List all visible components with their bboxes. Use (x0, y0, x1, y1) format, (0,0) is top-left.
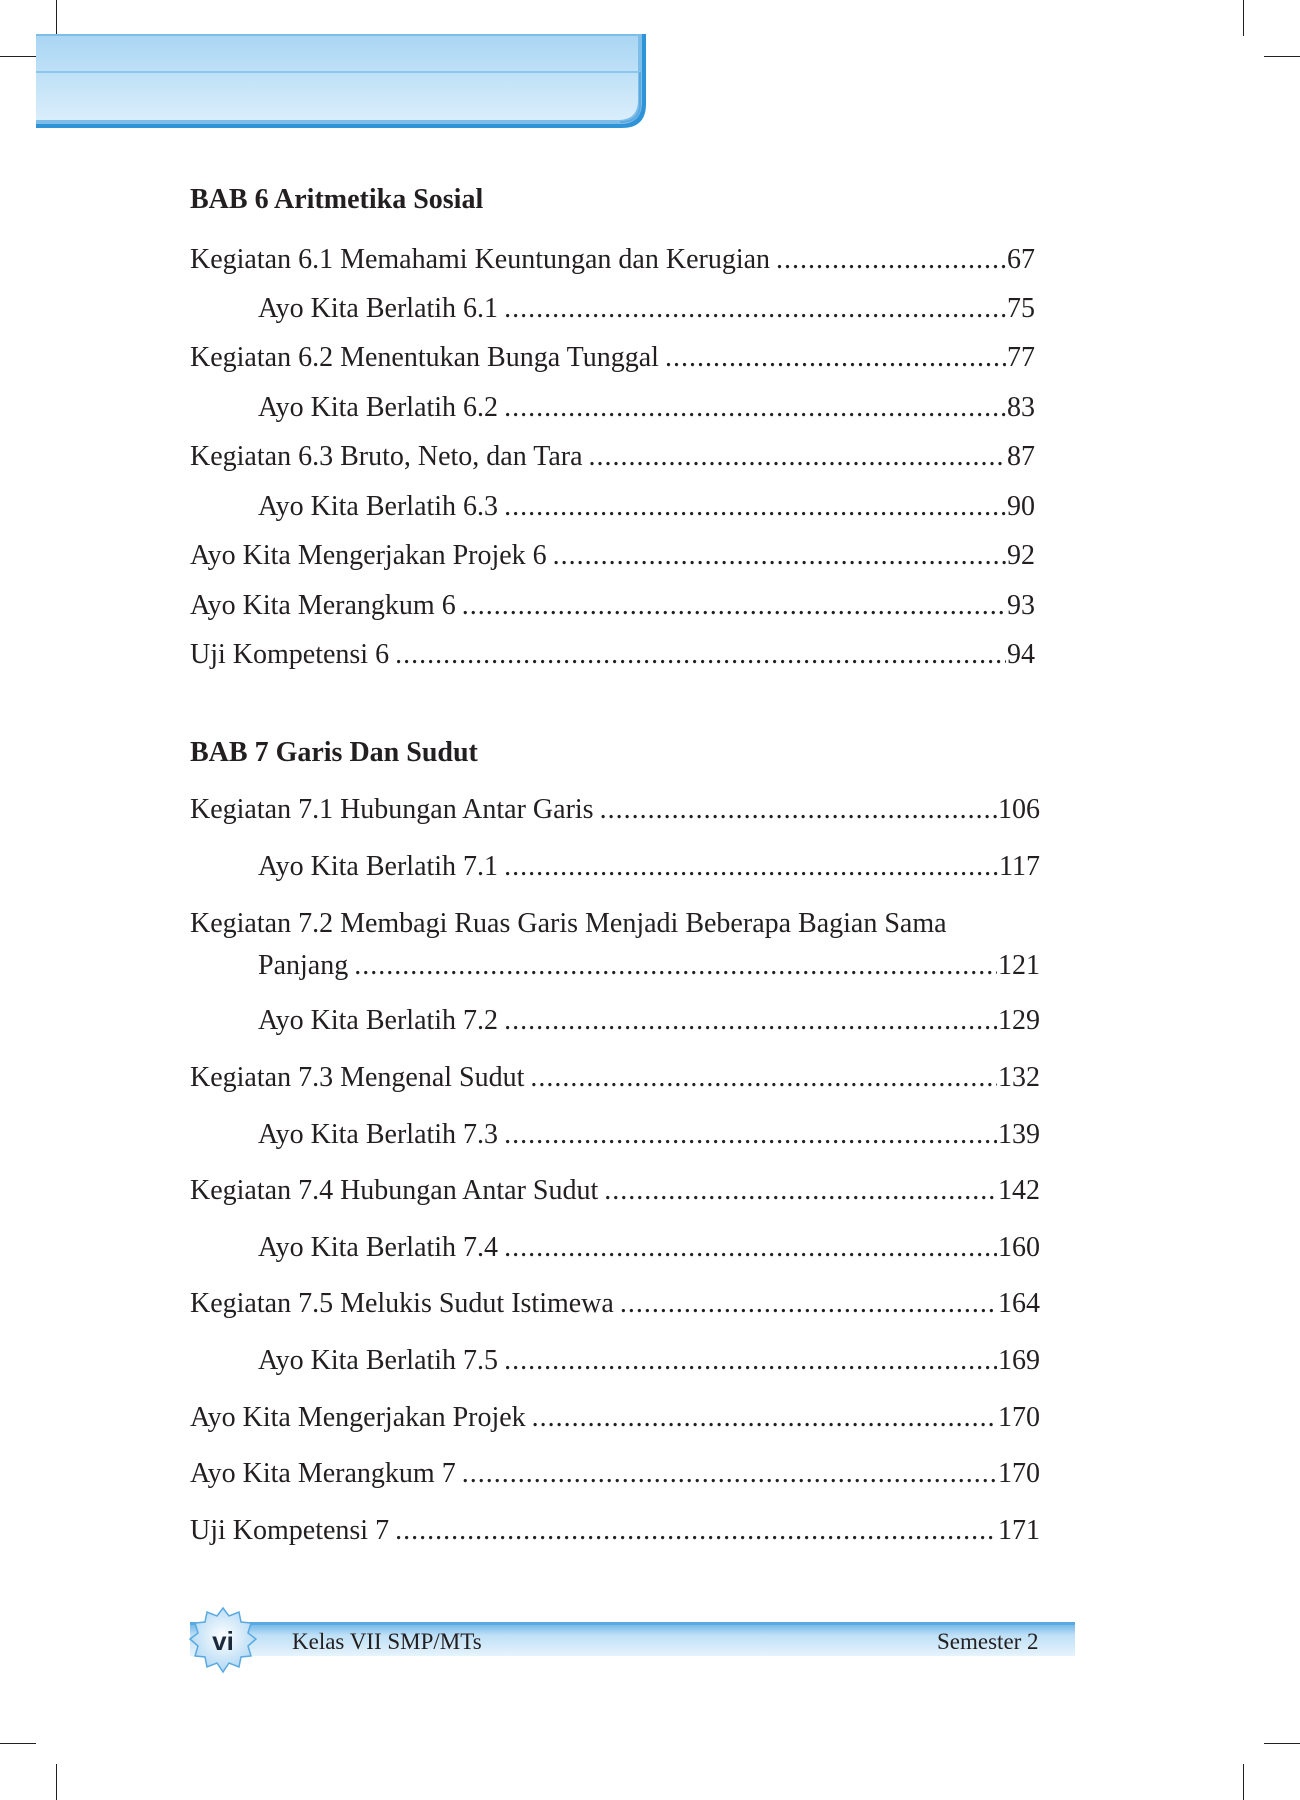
dot-leader (604, 1173, 997, 1209)
dot-leader (553, 538, 1006, 574)
crop-mark (1264, 56, 1300, 57)
crop-mark (56, 1764, 57, 1800)
toc-entry-page: 77 (1007, 342, 1035, 373)
toc-entry[interactable] (190, 1286, 1040, 1322)
dot-leader (504, 390, 1006, 426)
toc-entry-page: 83 (1007, 392, 1035, 423)
toc-entry-page: 92 (1007, 540, 1035, 571)
toc-entry[interactable] (258, 489, 1035, 525)
crop-mark (0, 1743, 36, 1744)
toc-entry[interactable] (258, 291, 1035, 327)
header-band (0, 0, 660, 135)
toc-entry-label: Ayo Kita Berlatih 7.5 (258, 1345, 499, 1376)
toc-entry[interactable] (258, 849, 1040, 885)
toc-entry-page: 129 (998, 1005, 1040, 1036)
toc-entry-label-continued: Panjang (258, 950, 349, 981)
dot-leader (462, 1456, 997, 1492)
toc-entry[interactable] (190, 1456, 1040, 1492)
footer-semester-label: Semester 2 (937, 1629, 1039, 1654)
toc-entry-label: Ayo Kita Merangkum 6 (190, 590, 456, 621)
dot-leader (504, 1117, 997, 1153)
toc-entry[interactable] (190, 637, 1035, 673)
dot-leader (504, 291, 1006, 327)
toc-entry-page: 121 (998, 950, 1040, 981)
toc-entry[interactable] (190, 588, 1035, 624)
dot-leader (504, 1230, 997, 1266)
toc-entry-label: Ayo Kita Berlatih 6.1 (258, 293, 499, 324)
dot-leader (504, 489, 1006, 525)
toc-entry[interactable] (190, 1173, 1040, 1209)
toc-entry[interactable] (190, 439, 1035, 475)
toc-entry-label: Kegiatan 6.3 Bruto, Neto, dan Tara (190, 441, 583, 472)
dot-leader (504, 1003, 997, 1039)
dot-leader (532, 1400, 997, 1436)
toc-entry[interactable] (190, 242, 1035, 278)
toc-entry[interactable] (258, 1117, 1040, 1153)
dot-leader (620, 1286, 997, 1322)
dot-leader (462, 588, 1006, 624)
dot-leader (530, 1060, 997, 1096)
toc-entry-label: Ayo Kita Mengerjakan Projek 6 (190, 540, 547, 571)
crop-mark (1264, 1743, 1300, 1744)
toc-entry-label: Kegiatan 7.1 Hubungan Antar Garis (190, 794, 594, 825)
dot-leader (665, 340, 1006, 376)
toc-entry-label: Ayo Kita Berlatih 7.1 (258, 851, 499, 882)
toc-entry-label: Ayo Kita Mengerjakan Projek (190, 1402, 526, 1433)
toc-entry[interactable] (190, 340, 1035, 376)
toc-entry-page: 106 (998, 794, 1040, 825)
toc-entry-page: 87 (1007, 441, 1035, 472)
toc-entry-label: Ayo Kita Berlatih 6.3 (258, 491, 499, 522)
toc-entry-label: Ayo Kita Berlatih 7.3 (258, 1119, 499, 1150)
dot-leader (504, 849, 998, 885)
chapter-title-bab-7: BAB 7 Garis Dan Sudut (190, 737, 478, 768)
toc-entry-page: 94 (1007, 639, 1035, 670)
toc-entry[interactable] (190, 538, 1035, 574)
dot-leader (776, 242, 1006, 278)
toc-entry-page: 132 (998, 1062, 1040, 1093)
crop-mark (1243, 1764, 1244, 1800)
page-number: vi (212, 1626, 234, 1656)
toc-entry-label: Ayo Kita Berlatih 6.2 (258, 392, 499, 423)
toc-entry-page: 164 (998, 1288, 1040, 1319)
dot-leader (504, 1343, 997, 1379)
toc-entry-label: Kegiatan 6.2 Menentukan Bunga Tunggal (190, 342, 659, 373)
toc-entry-page: 160 (998, 1232, 1040, 1263)
toc-entry[interactable] (190, 792, 1040, 828)
toc-entry[interactable] (190, 1400, 1040, 1436)
toc-entry-label[interactable]: Kegiatan 7.2 Membagi Ruas Garis Menjadi Beberapa Bagian Sama (190, 908, 947, 939)
dot-leader (395, 1513, 997, 1549)
toc-entry-label: Uji Kompetensi 6 (190, 639, 390, 670)
toc-entry-label: Ayo Kita Berlatih 7.4 (258, 1232, 499, 1263)
toc-entry-label: Kegiatan 7.4 Hubungan Antar Sudut (190, 1175, 599, 1206)
toc-entry-page: 171 (998, 1515, 1040, 1546)
toc-entry[interactable] (190, 1060, 1040, 1096)
toc-entry-page: 67 (1007, 244, 1035, 275)
toc-entry-label: Kegiatan 6.1 Memahami Keuntungan dan Kerugian (190, 244, 771, 275)
toc-entry-page: 75 (1007, 293, 1035, 324)
toc-entry[interactable] (190, 1513, 1040, 1549)
dot-leader (395, 637, 1006, 673)
toc-entry-label: Ayo Kita Merangkum 7 (190, 1458, 456, 1489)
dot-leader (354, 948, 997, 984)
toc-entry-page: 170 (998, 1402, 1040, 1433)
toc-entry-page: 170 (998, 1458, 1040, 1489)
toc-entry-label: Kegiatan 7.5 Melukis Sudut Istimewa (190, 1288, 614, 1319)
toc-entry-page: 142 (998, 1175, 1040, 1206)
dot-leader (589, 439, 1006, 475)
toc-entry-page: 139 (998, 1119, 1040, 1150)
dot-leader (600, 792, 997, 828)
toc-entry-page: 117 (999, 851, 1040, 882)
toc-entry-page: 90 (1007, 491, 1035, 522)
toc-entry-page: 169 (998, 1345, 1040, 1376)
toc-entry[interactable] (258, 948, 1040, 984)
toc-entry[interactable] (258, 1230, 1040, 1266)
toc-entry-label: Uji Kompetensi 7 (190, 1515, 390, 1546)
toc-entry-label: Kegiatan 7.3 Mengenal Sudut (190, 1062, 525, 1093)
toc-entry-label: Ayo Kita Berlatih 7.2 (258, 1005, 499, 1036)
chapter-title-bab-6: BAB 6 Aritmetika Sosial (190, 184, 484, 215)
toc-entry[interactable] (258, 1343, 1040, 1379)
footer-class-label: Kelas VII SMP/MTs (292, 1629, 482, 1654)
toc-entry[interactable] (258, 390, 1035, 426)
toc-entry[interactable] (258, 1003, 1040, 1039)
crop-mark (1243, 0, 1244, 36)
toc-entry-page: 93 (1007, 590, 1035, 621)
